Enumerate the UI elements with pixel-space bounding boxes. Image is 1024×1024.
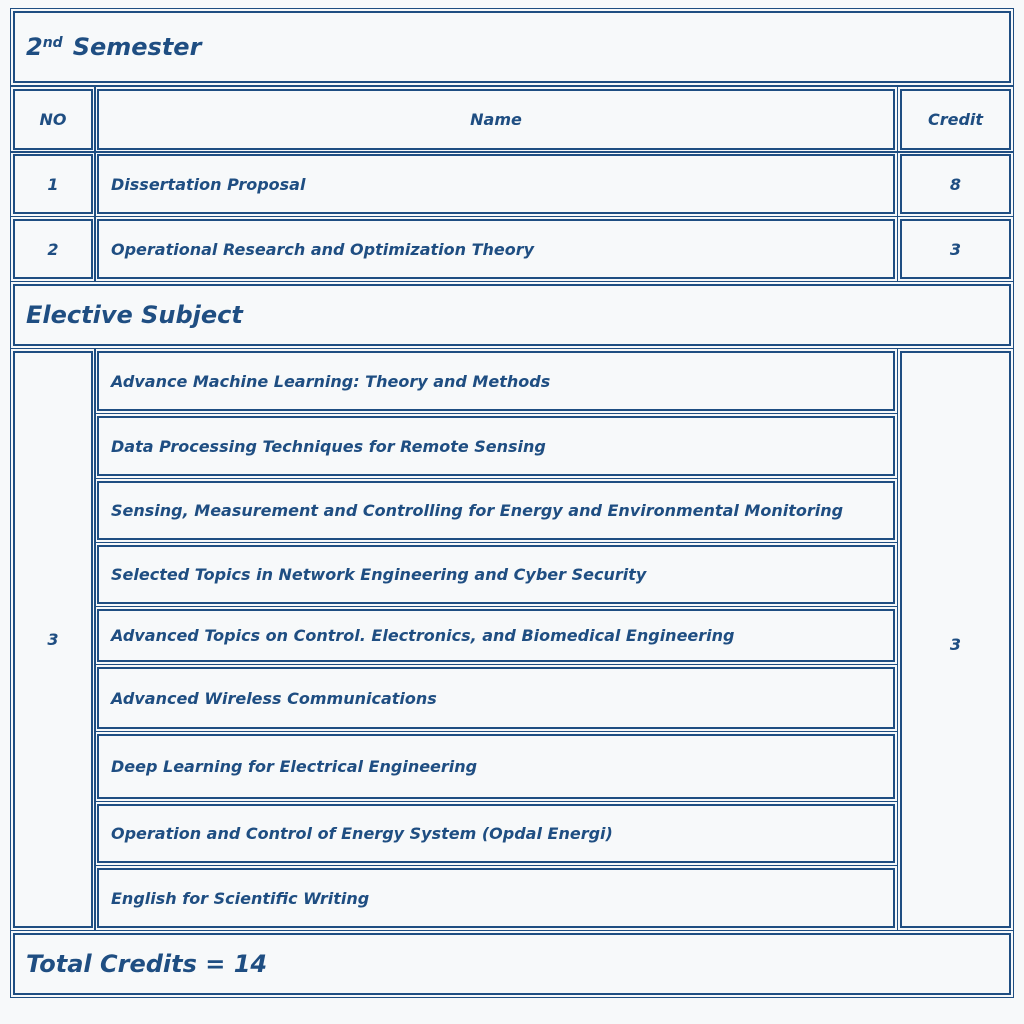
semester-suffix: nd	[42, 35, 63, 51]
elective-subject: Sensing, Measurement and Controlling for Energy and Environmental Monitoring	[97, 481, 895, 540]
semester-number: 2	[26, 33, 43, 61]
elective-subject: Deep Learning for Electrical Engineering	[97, 734, 895, 799]
row-1-name: Dissertation Proposal	[97, 154, 895, 214]
row-1-credit: 8	[900, 154, 1011, 214]
elective-title: Elective Subject	[13, 284, 1011, 346]
elective-subject: Advanced Topics on Control. Electronics, and Biomedical Engineering	[97, 609, 895, 662]
elective-credit: 3	[900, 351, 1011, 928]
row-2-name: Operational Research and Optimization Theory	[97, 219, 895, 279]
elective-subject: Data Processing Techniques for Remote Sensing	[97, 416, 895, 476]
header-credit: Credit	[900, 89, 1011, 150]
semester-label: Semester	[72, 33, 202, 61]
total-credits: Total Credits = 14	[13, 933, 1011, 995]
row-2-no: 2	[13, 219, 93, 279]
row-2-credit: 3	[900, 219, 1011, 279]
header-name: Name	[97, 89, 895, 150]
elective-subject: Advance Machine Learning: Theory and Methods	[97, 351, 895, 411]
elective-no: 3	[13, 351, 93, 928]
elective-subject: Advanced Wireless Communications	[97, 667, 895, 729]
row-1-no: 1	[13, 154, 93, 214]
elective-subject: Operation and Control of Energy System (Opdal Energi)	[97, 804, 895, 863]
elective-subject: Selected Topics in Network Engineering and Cyber Security	[97, 545, 895, 604]
elective-subject: English for Scientific Writing	[97, 868, 895, 928]
semester-title	[13, 11, 1011, 83]
header-no: NO	[13, 89, 93, 150]
